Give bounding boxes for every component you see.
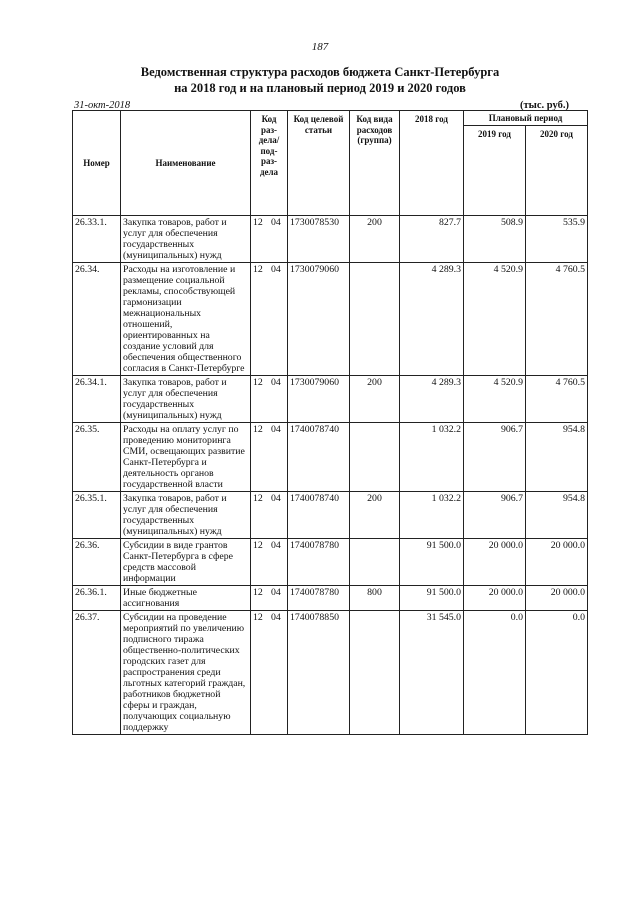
header-planned-period: Плановый период bbox=[464, 111, 588, 126]
subsection-code: 04 bbox=[271, 587, 281, 598]
budget-table bbox=[72, 110, 588, 735]
cell-section bbox=[251, 263, 288, 376]
section-code: 12 bbox=[253, 612, 263, 623]
table-row bbox=[73, 492, 588, 539]
cell-2019: 4 520.9 bbox=[464, 376, 526, 423]
cell-2020: 535.9 bbox=[526, 216, 588, 263]
subsection-code: 04 bbox=[271, 377, 281, 388]
cell-expense-type bbox=[350, 539, 400, 586]
cell-2018: 4 289.3 bbox=[400, 263, 464, 376]
cell-2019: 20 000.0 bbox=[464, 586, 526, 611]
header-2020: 2020 год bbox=[526, 126, 588, 216]
cell-target: 1740078740 bbox=[288, 423, 350, 492]
cell-section bbox=[251, 539, 288, 586]
cell-name: Субсидии в виде грантов Санкт-Петербурга в сфере средств массовой информации bbox=[121, 539, 251, 586]
page-number: 187 bbox=[311, 41, 329, 53]
cell-2020: 954.8 bbox=[526, 423, 588, 492]
cell-2018: 91 500.0 bbox=[400, 586, 464, 611]
cell-target: 1740078740 bbox=[288, 492, 350, 539]
section-code: 12 bbox=[253, 540, 263, 551]
cell-section bbox=[251, 423, 288, 492]
cell-2019: 508.9 bbox=[464, 216, 526, 263]
cell-name: Расходы на оплату услуг по проведению мониторинга СМИ, освещающих развитие Санкт-Петербурга и деятельность органов государственной власти bbox=[121, 423, 251, 492]
cell-expense-type: 200 bbox=[350, 376, 400, 423]
section-code: 12 bbox=[253, 264, 263, 275]
subsection-code: 04 bbox=[271, 424, 281, 435]
cell-section bbox=[251, 376, 288, 423]
cell-expense-type bbox=[350, 423, 400, 492]
section-code: 12 bbox=[253, 587, 263, 598]
cell-section bbox=[251, 611, 288, 735]
subsection-code: 04 bbox=[271, 540, 281, 551]
cell-number: 26.35.1. bbox=[73, 492, 121, 539]
cell-2020: 954.8 bbox=[526, 492, 588, 539]
cell-number: 26.35. bbox=[73, 423, 121, 492]
cell-number: 26.36. bbox=[73, 539, 121, 586]
cell-2018: 827.7 bbox=[400, 216, 464, 263]
subsection-code: 04 bbox=[271, 612, 281, 623]
subsection-code: 04 bbox=[271, 264, 281, 275]
header-section: Код раз-дела/ под-раз-дела bbox=[251, 111, 288, 216]
section-code: 12 bbox=[253, 217, 263, 228]
cell-name: Закупка товаров, работ и услуг для обеспечения государственных (муниципальных) нужд bbox=[121, 216, 251, 263]
subsection-code: 04 bbox=[271, 217, 281, 228]
cell-name: Расходы на изготовление и размещение социальной рекламы, способствующей гармонизации межнациональных отношений, ориентированных на создание условий для обеспечения общественного согласия в Санкт-Петербурге bbox=[121, 263, 251, 376]
section-code: 12 bbox=[253, 377, 263, 388]
table-row bbox=[73, 423, 588, 492]
table-row bbox=[73, 263, 588, 376]
cell-section bbox=[251, 492, 288, 539]
cell-2020: 4 760.5 bbox=[526, 376, 588, 423]
cell-name: Закупка товаров, работ и услуг для обеспечения государственных (муниципальных) нужд bbox=[121, 492, 251, 539]
cell-2020: 4 760.5 bbox=[526, 263, 588, 376]
cell-number: 26.34.1. bbox=[73, 376, 121, 423]
cell-2019: 20 000.0 bbox=[464, 539, 526, 586]
cell-section bbox=[251, 216, 288, 263]
cell-number: 26.33.1. bbox=[73, 216, 121, 263]
cell-target: 1740078780 bbox=[288, 539, 350, 586]
cell-2020: 0.0 bbox=[526, 611, 588, 735]
header-name: Наименование bbox=[121, 111, 251, 216]
cell-2019: 906.7 bbox=[464, 423, 526, 492]
cell-2020: 20 000.0 bbox=[526, 539, 588, 586]
cell-number: 26.34. bbox=[73, 263, 121, 376]
cell-target: 1740078780 bbox=[288, 586, 350, 611]
table-row bbox=[73, 539, 588, 586]
cell-target: 1730079060 bbox=[288, 263, 350, 376]
title-line-2: на 2018 год и на плановый период 2019 и 2020 годов bbox=[174, 81, 466, 95]
document-title bbox=[60, 64, 580, 96]
cell-2018: 1 032.2 bbox=[400, 492, 464, 539]
cell-target: 1740078850 bbox=[288, 611, 350, 735]
cell-name: Субсидии на проведение мероприятий по увеличению подписного тиража общественно-политических городских газет для распространения среди льготных категорий граждан, работников бюджетной сферы и граждан, получающих социальную поддержку bbox=[121, 611, 251, 735]
cell-2019: 4 520.9 bbox=[464, 263, 526, 376]
table-row bbox=[73, 216, 588, 263]
header-number: Номер bbox=[73, 111, 121, 216]
cell-name: Иные бюджетные ассигнования bbox=[121, 586, 251, 611]
section-code: 12 bbox=[253, 424, 263, 435]
cell-expense-type: 200 bbox=[350, 216, 400, 263]
header-expense-type: Код вида расходов (группа) bbox=[350, 111, 400, 216]
cell-2018: 91 500.0 bbox=[400, 539, 464, 586]
document-date: 31-окт-2018 bbox=[74, 100, 131, 111]
cell-2018: 31 545.0 bbox=[400, 611, 464, 735]
header-target: Код целевой статьи bbox=[288, 111, 350, 216]
cell-2020: 20 000.0 bbox=[526, 586, 588, 611]
cell-2018: 4 289.3 bbox=[400, 376, 464, 423]
table-row bbox=[73, 376, 588, 423]
cell-number: 26.37. bbox=[73, 611, 121, 735]
header-2019: 2019 год bbox=[464, 126, 526, 216]
header-2018: 2018 год bbox=[400, 111, 464, 216]
cell-section bbox=[251, 586, 288, 611]
table-row bbox=[73, 586, 588, 611]
units-label: (тыс. руб.) bbox=[520, 100, 569, 111]
cell-2019: 0.0 bbox=[464, 611, 526, 735]
title-line-1: Ведомственная структура расходов бюджета Санкт-Петербурга bbox=[140, 65, 500, 79]
cell-target: 1730078530 bbox=[288, 216, 350, 263]
cell-2019: 906.7 bbox=[464, 492, 526, 539]
cell-target: 1730079060 bbox=[288, 376, 350, 423]
cell-number: 26.36.1. bbox=[73, 586, 121, 611]
cell-expense-type bbox=[350, 263, 400, 376]
cell-expense-type bbox=[350, 611, 400, 735]
cell-expense-type: 800 bbox=[350, 586, 400, 611]
cell-name: Закупка товаров, работ и услуг для обеспечения государственных (муниципальных) нужд bbox=[121, 376, 251, 423]
section-code: 12 bbox=[253, 493, 263, 504]
subsection-code: 04 bbox=[271, 493, 281, 504]
cell-expense-type: 200 bbox=[350, 492, 400, 539]
cell-2018: 1 032.2 bbox=[400, 423, 464, 492]
table-row bbox=[73, 611, 588, 735]
